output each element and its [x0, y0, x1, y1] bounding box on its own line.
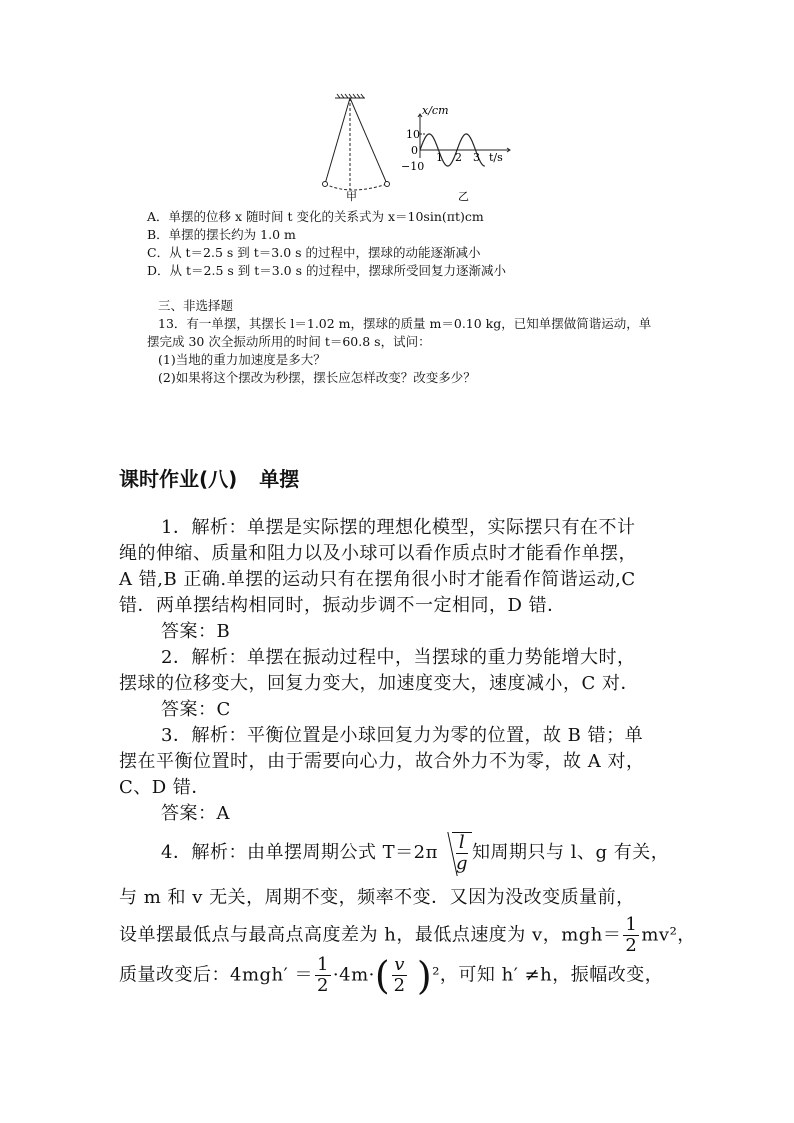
a4-line3-pre: 设单摆最低点与最高点高度差为 h，最低点速度为 v，mgh＝	[119, 924, 622, 946]
fraction-numerator: 1	[625, 914, 638, 935]
a4-line4-pre: 质量改变后：4mgh′ ＝	[119, 964, 313, 986]
pendulum-figure	[315, 92, 515, 202]
a2-line1: 2．解析：单摆在振动过程中，当摆球的重力势能增大时，	[161, 647, 636, 668]
a3-line1: 3．解析：平衡位置是小球回复力为零的位置，故 B 错；单	[161, 725, 644, 746]
figure-label-right: 乙	[458, 190, 469, 202]
a4-line4	[119, 955, 663, 996]
fraction-denominator: 2	[625, 935, 638, 956]
q13-sub1: (1)当地的重力加速度是多大？	[158, 352, 326, 367]
half-fraction-1	[623, 915, 639, 956]
a4-line1-post: 知周期只与 l、g 有关，	[472, 842, 670, 863]
section-title: 三、非选择题	[158, 298, 234, 313]
pendulum-string-right	[350, 98, 387, 184]
right-paren: )	[416, 953, 433, 998]
fraction-denominator: 2	[393, 975, 406, 996]
a4-line2: 与 m 和 v 无关，周期不变，频率不变．又因为没改变质量前，	[119, 887, 635, 908]
a3-answer: 答案：A	[161, 803, 230, 824]
a4-line1-pre: 4．解析：由单摆周期公式 T＝2π	[161, 842, 438, 863]
a3-line3: C、D 错．	[119, 777, 210, 798]
x-tick-1: 1	[436, 151, 443, 164]
option-a: A．单摆的位移 x 随时间 t 变化的关系式为 x＝10sin(πt)cm	[147, 209, 484, 224]
pendulum-bob-right	[385, 182, 390, 187]
heading-part2: 单摆	[259, 467, 300, 491]
q13-line2: 摆完成 30 次全振动所用的时间 t＝60.8 s，试问：	[147, 334, 431, 349]
y-tick-0: 0	[411, 144, 418, 157]
a4-line3	[119, 915, 696, 956]
option-d: D．从 t＝2.5 s 到 t＝3.0 s 的过程中，摆球所受回复力逐渐减小	[147, 263, 506, 278]
x-tick-3: 3	[473, 151, 480, 164]
fraction-denominator: 2	[316, 975, 329, 996]
x-axis-label: t/s	[489, 151, 503, 164]
option-b: B．单摆的摆长约为 1.0 m	[147, 227, 296, 242]
left-paren: (	[374, 953, 391, 998]
half-fraction-2	[315, 955, 331, 996]
page-heading	[119, 463, 299, 492]
fraction-numerator: v	[394, 954, 405, 975]
fraction-numerator: 1	[316, 954, 329, 975]
a1-line2: 绳的伸缩、质量和阻力以及小球可以看作质点时才能看作单摆，	[119, 543, 637, 564]
option-c: C．从 t＝2.5 s 到 t＝3.0 s 的过程中，摆球的动能逐渐减小	[147, 245, 481, 260]
q13-line1: 13．有一单摆，其摆长 l＝1.02 m，摆球的质量 m＝0.10 kg，已知单摆做简谐运动，单	[158, 316, 652, 331]
a3-line2: 摆在平衡位置时，由于需要向心力，故合外力不为零，故 A 对，	[119, 751, 645, 772]
v-over-2-fraction	[392, 955, 407, 996]
a4-line4-post: ²，可知 h′ ≠h，振幅改变，	[432, 964, 664, 986]
l-over-g-fraction	[456, 833, 468, 874]
a1-answer: 答案：B	[161, 621, 231, 642]
a4-line4-mid: ·4m·	[332, 964, 375, 986]
y-tick-neg10: −10	[401, 160, 425, 173]
a2-line2: 摆球的位移变大，回复力变大，加速度变大，速度减小，C 对．	[119, 673, 639, 694]
a4-line1	[161, 832, 721, 874]
a1-line1: 1．解析：单摆是实际摆的理想化模型，实际摆只有在不计	[161, 517, 636, 538]
a2-answer: 答案：C	[161, 699, 231, 720]
y-tick-10: 10	[406, 128, 420, 141]
answer-block	[119, 515, 679, 827]
pendulum-string-left	[325, 98, 350, 184]
fraction-numerator: l	[456, 833, 468, 854]
x-tick-2: 2	[455, 151, 462, 164]
sqrt-expression	[452, 832, 472, 874]
q13-sub2: (2)如果将这个摆改为秒摆，摆长应怎样改变？改变多少？	[158, 370, 476, 385]
y-axis-label: x/cm	[422, 104, 449, 117]
heading-part1: 课时作业(八)	[119, 467, 238, 491]
figure-label-left: 甲	[346, 190, 357, 202]
a1-line4: 错．两单摆结构相同时，振动步调不一定相同，D 错．	[119, 595, 566, 616]
a1-line3: A 错,B 正确.单摆的运动只有在摆角很小时才能看作简谐运动,C	[119, 569, 636, 590]
a4-line3-post: mv²，	[641, 924, 696, 946]
fraction-denominator: g	[455, 853, 468, 874]
ceiling-hatch	[335, 94, 365, 98]
pendulum-bob-left	[323, 182, 328, 187]
